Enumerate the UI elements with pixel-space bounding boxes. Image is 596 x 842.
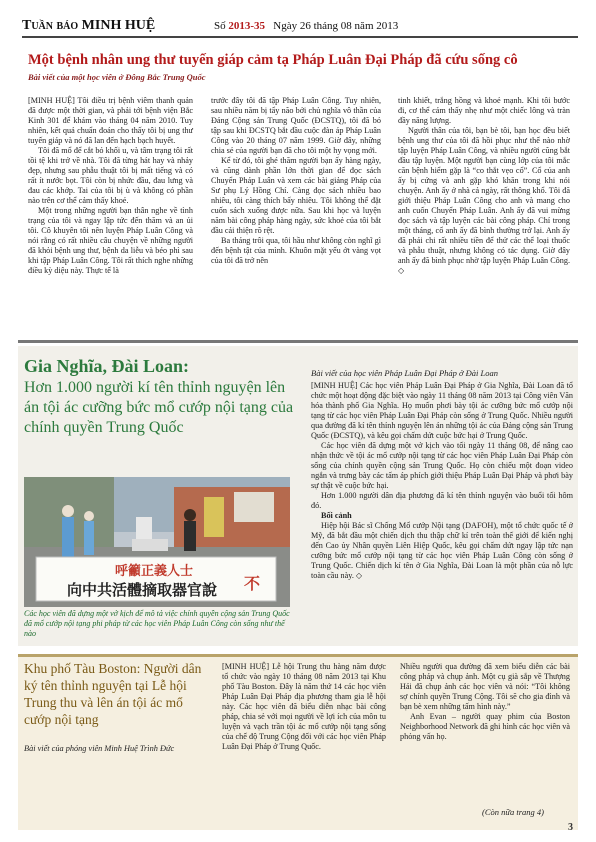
article1-column-3 <box>398 96 570 276</box>
event-photo <box>24 477 290 607</box>
paragraph: Ba tháng trôi qua, tôi hầu như không còn nghĩ gì đến bệnh tật của mình. Khuôn mặt yếu ớt vàng vọt của tôi đã trở nên <box>211 236 381 265</box>
paragraph: [MINH HUỆ] Các học viên Pháp Luân Đại Pháp ở Gia Nghĩa, Đài Loan đã tổ chức một hoạt động đặc biệt vào ngày 11 tháng 08 năm 2013 tại Công viên Văn hóa thành phố Gia Nghĩa. Họ muốn phơi bày tội ác cưỡng bức mổ cướp nội tạng từ các học viên Pháp Luân Đại Pháp còn sống ở Trung Quốc. Nhiều người qua đường đã kí tên thỉnh nguyện lên án những tội ác của Đảng cộng sản Trung Quốc (ĐCSTQ), và kêu gọi chấm dứt cuộc bức hại ở Trung Quốc. <box>311 381 573 440</box>
article3-column-2 <box>222 662 386 752</box>
section-divider <box>18 340 578 343</box>
article3-byline: Bài viết của phóng viên Minh Huệ Trình Đức <box>24 744 175 753</box>
page-number: 3 <box>568 822 573 833</box>
issue-date: Ngày 26 tháng 08 năm 2013 <box>273 20 399 32</box>
paragraph: Kể từ đó, tôi ghé thăm người bạn ấy hàng ngày, và cũng dành phần lớn thời gian để đọc sách Chuyển Pháp Luân và xem các bài giảng Pháp của Sư phụ Lý Hồng Chí. Càng đọc sách nhiều bao nhiêu, tôi càng thích bấy nhiêu. Tôi không thể đặt cuốn sách xuống được nữa. Sau khi học và luyện năm bài công pháp hàng ngày, sức khoẻ của tôi bắt đầu cải thiện rõ rệt. <box>211 156 381 235</box>
article3-column-3 <box>400 662 570 742</box>
article1-column-2 <box>211 96 381 266</box>
article2-title: Hơn 1.000 người kí tên thỉnh nguyện lên án tội ác cưỡng bức mổ cướp nội tạng của chính quyền Trung Quốc <box>24 379 294 436</box>
continued-note: (Còn nữa trang 4) <box>482 807 545 817</box>
article3-title: Khu phố Tàu Boston: Người dân ký tên thỉnh nguyện tại Lễ hội Trung thu và lên án tội ác mổ cướp nội tạng <box>24 661 202 727</box>
banner-line-2: 向中共活體摘取器官說 <box>66 581 218 599</box>
paragraph: Hơn 1.000 người dân địa phương đã kí tên thỉnh nguyện vào buổi tối hôm đó. <box>311 491 573 510</box>
banner-line-3: 不 <box>243 574 261 593</box>
subheading: Bối cảnh <box>321 511 352 520</box>
photo-caption: Các học viên đã dựng một vở kịch để mô tả việc chính quyền cộng sản Trung Quốc đã mổ cướp nội tạng phi pháp từ các học viên Pháp Luân Công còn sống như thế nào <box>24 609 290 638</box>
paragraph: trước đây tôi đã tập Pháp Luân Công. Tuy nhiên, sau nhiều năm bị tẩy não bởi chủ nghĩa vô thần của Đảng Cộng sản Trung Quốc (ĐCSTQ), tôi đã bỏ tập sau khi ĐCSTQ bắt đầu cuộc đàn áp Pháp Luân Công vào 20 tháng 07 năm 1999. Giờ đây, những chia sẻ của người bạn đã cho tôi một hy vọng mới. <box>211 96 381 155</box>
paragraph: Người thân của tôi, bạn bè tôi, bạn học đều biết bệnh ung thư của tôi đã hồi phục như thế nào nhờ tập luyện Pháp Luân Công, và nhiều người cũng bắt đầu tập luyện. Một người bạn cùng lớp của tôi mắc căn bệnh hiểm gặp là “co thắt vẹo cổ”. Cổ của anh ấy bị cứng và anh gặp khó khăn trong khi nói chuyện. Anh ấy ở nhà cả ngày, rất thông khổ. Tôi đã giới thiệu Pháp Luân Công cho anh và mang cho anh cuốn Chuyển Pháp Luân. Anh ấy đã vui mừng đọc sách và tập luyện các bài công pháp. Chỉ trong một tháng, cổ anh ấy đã bình thường trở lại. Anh ấy đã phải chi rất nhiều tiền để thử các thể loại thuốc và phẫu thuật, nhưng không có tác dụng. Giờ đây anh ấy đã bình phục nhờ tập luyện Pháp Luân Công. ◇ <box>398 126 570 275</box>
paragraph: tinh khiết, trắng hồng và khoẻ mạnh. Khi tôi bước đi, cơ thể cảm thấy nhẹ như một chiếc lông và tràn đầy năng lượng. <box>398 96 570 125</box>
paragraph: Tôi đã mổ để cắt bỏ khối u, và tâm trạng tôi rất tồi tệ khi trở về nhà. Tôi đã từng hát hay và nhảy đẹp, nhưng sau phẫu thuật tôi bị mất tiếng và có rất ít nước bọt. Tôi còn bị nhức đầu, đau lưng và đau các khớp. Tai của tôi bị ù và không có phần nào trên cơ thể cảm thấy khoẻ. <box>28 146 193 205</box>
article1-title: Một bệnh nhân ung thư tuyến giáp cảm tạ Pháp Luân Đại Pháp đã cứu sống cô <box>28 52 518 68</box>
issue-label: Số <box>214 20 226 32</box>
event-photo-illustration <box>24 477 290 607</box>
issue-number: 2013-35 <box>228 20 266 32</box>
article2-byline: Bài viết của học viên Pháp Luân Đại Pháp ở Đài Loan <box>311 368 499 378</box>
article2-body <box>311 381 573 581</box>
paragraph: Anh Evan – người quay phim của Boston Neighborhood Network đã ghi hình các học viên và phỏng vấn họ. <box>400 712 570 741</box>
masthead <box>22 14 578 38</box>
paragraph: [MINH HUỆ] Lễ hội Trung thu hàng năm được tổ chức vào ngày 10 tháng 08 năm 2013 tại Khu phố Tàu Boston. Đây là năm thứ 14 các học viên Pháp Luân Đại Pháp địa phương tham gia lễ hội này. Các học viên đã biểu diễn nhạc bài công pháp, chia sẻ với mọi người về lợi ích của môn tu luyện và vạch trần tội ác mổ cướp nội tạng sống của chế độ Trung Cộng đối với các học viên Pháp Luân Đại Pháp ở Trung Quốc. <box>222 662 386 751</box>
paragraph: Nhiều người qua đường đã xem biểu diễn các bài công pháp và chụp ảnh. Một cụ già sắp về Thượng Hải đã chụp ảnh các học viên và nói: “Tôi không sợ chính quyền Trung Cộng. Tôi sẽ cho gia đình và bạn bè xem những tấm hình này.” <box>400 662 570 711</box>
paragraph: Một trong những người bạn thân nghe về tình trạng của tôi và ngay lập tức đến thăm và an ủi tôi. Cô khuyên tôi nên luyện Pháp Luân Công và nói rằng có rất nhiều câu chuyện về những người đã khỏi bệnh ung thư, bệnh da liễu và béo phì sau khi tập Pháp Luân Công. Tôi rất thích nghe những điều kỳ diệu này. Thực tế là <box>28 206 193 275</box>
paragraph: Hiệp hội Bác sĩ Chống Mổ cướp Nội tạng (DAFOH), một tổ chức quốc tế ở Mỹ, đã bắt đầu một chiến dịch thu thập chữ kí trên toàn thế giới để kiến nghị đến Cao ủy Nhân quyền Liên Hiệp Quốc, kêu gọi chấm dứt ngay lập tức nạn cưỡng bức mổ cướp nội tạng từ các học viên Pháp Luân Công còn sống ở Trung Quốc. Chiến dịch kí tên ở Gia Nghĩa, Đài Loan là một phần của nỗ lực toàn cầu này. ◇ <box>311 521 573 580</box>
publication-name: Tuần báo MINH HUỆ <box>22 18 156 33</box>
banner-line-1: 呼籲正義人士 <box>114 564 194 579</box>
paragraph: [MINH HUỆ] Tôi điều trị bệnh viêm thanh quản đã được một thời gian, và phải tới bệnh viện Bắc Kinh 301 để khám vào tháng 04 năm 2010. Tuy nhiên, kết quả chuẩn đoán cho thấy tôi bị ung thư tuyến giáp và nó đã lan đến hạch bạch huyết. <box>28 96 193 145</box>
issue-info <box>214 20 398 32</box>
article1-column-1 <box>28 96 193 276</box>
article1-byline: Bài viết của một học viên ở Đông Bắc Trung Quốc <box>28 72 206 82</box>
paragraph: Các học viên đã dựng một vở kịch vào tối ngày 11 tháng 08, để nâng cao nhận thức về tội ác mổ cướp nội tạng từ các học viên Pháp Luân Đại Pháp còn sống của chính quyền cộng sản Trung Quốc. Họ còn chiếu một đoạn video ngắn và trưng bày các tấm áp phích giới thiệu Pháp Luân Đại Pháp và phơi bày sự thật về cuộc bức hại. <box>311 441 573 490</box>
article2-title-place: Gia Nghĩa, Đài Loan: <box>24 356 190 376</box>
